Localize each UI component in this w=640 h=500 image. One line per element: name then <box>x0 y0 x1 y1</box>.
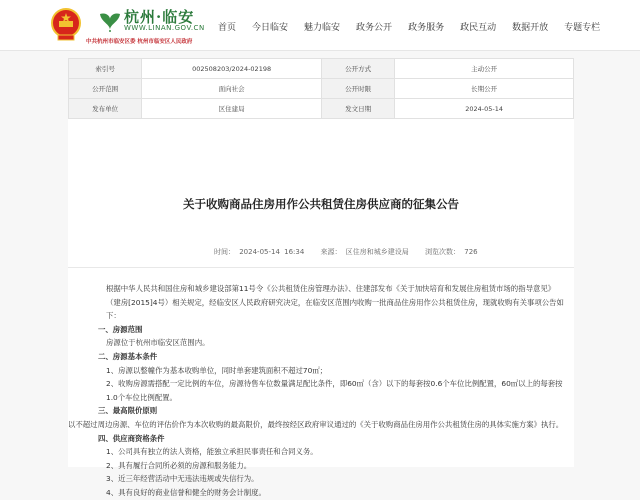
nav-gov-services[interactable]: 政务服务 <box>408 23 445 33</box>
meta-value: 2024-05-14 <box>395 99 574 119</box>
body-paragraph: 2、具有履行合同所必须的房源和服务能力。 <box>106 460 252 470</box>
article-container <box>68 58 574 497</box>
body-paragraph: 1、房源以整幢作为基本收购单位，同时单套建筑面积不超过70㎡； <box>106 365 328 375</box>
meta-value: 长期公开 <box>395 79 574 99</box>
site-org: 中共杭州市临安区委 杭州市临安区人民政府 <box>86 39 193 45</box>
article-meta-table <box>68 58 574 119</box>
meta-key: 索引号 <box>69 59 142 79</box>
article-source: 来源： 区住房和城乡建设局 <box>320 248 409 256</box>
nav-interaction[interactable]: 政民互动 <box>460 23 497 33</box>
body-paragraph: 2、收购房源需搭配一定比例的车位，房源待售车位数量满足配比条件，即60㎡（含）以下的每套按0.6个车位比例配置，60㎡以上的每套按1.0个车位比例配置。 <box>106 379 563 402</box>
body-paragraph: 房源位于杭州市临安区范围内。 <box>106 338 210 348</box>
meta-row <box>69 79 574 99</box>
body-paragraph: 根据中华人民共和国住房和城乡建设部第11号令《公共租赁住房管理办法》、住建部发布《关于加快培育和发展住房租赁市场的指导意见》（建房[2015]4号）相关规定，经临安区人民政府研究决定，在临安区范围内收购一批商品住房用作公共租赁住房，现就收购有关事项公告如下： <box>106 284 564 321</box>
meta-key: 公开范围 <box>69 79 142 99</box>
meta-row <box>69 59 574 79</box>
meta-key: 发文日期 <box>322 99 395 119</box>
article-dateline <box>214 247 490 257</box>
nav-today-linan[interactable]: 今日临安 <box>252 23 289 33</box>
divider <box>68 267 574 268</box>
ginkgo-leaf-icon <box>98 10 122 32</box>
meta-value: 002508203/2024-02198 <box>142 59 322 79</box>
nav-gov-disclosure[interactable]: 政务公开 <box>356 23 393 33</box>
nav-home[interactable]: 首页 <box>218 23 237 33</box>
meta-key: 公开时限 <box>322 79 395 99</box>
nav-special-topics[interactable]: 专题专栏 <box>564 23 601 33</box>
meta-value: 区住建局 <box>142 99 322 119</box>
body-paragraph: 4、具有良好的商业信誉和健全的财务会计制度。 <box>106 487 266 497</box>
section-heading: 四、供应商资格条件 <box>98 433 165 443</box>
site-name[interactable]: 杭州·临安 <box>124 8 195 26</box>
publish-time: 时间： 2024-05-14 16:34 <box>214 248 305 256</box>
body-paragraph: 以不超过周边房源、车位的评估价作为本次收购的最高限价，最终按经区政府审议通过的《关于收购商品住房用作公共租赁住房的具体实施方案》执行。 <box>68 419 564 429</box>
nav-open-data[interactable]: 数据开放 <box>512 23 549 33</box>
meta-row <box>69 99 574 119</box>
site-header <box>0 0 640 51</box>
main-nav <box>218 20 616 34</box>
meta-key: 发布单位 <box>69 99 142 119</box>
view-count: 浏览次数： 726 <box>425 248 478 256</box>
meta-key: 公开方式 <box>322 59 395 79</box>
section-heading: 二、房源基本条件 <box>98 351 158 361</box>
section-heading: 三、最高限价原则 <box>98 406 158 416</box>
meta-value: 面向社会 <box>142 79 322 99</box>
article-title: 关于收购商品住房用作公共租赁住房供应商的征集公告 <box>183 197 459 211</box>
body-paragraph: 3、近三年经营活动中无违法违规或失信行为。 <box>106 474 259 484</box>
national-emblem-icon[interactable] <box>50 7 82 41</box>
nav-charm-linan[interactable]: 魅力临安 <box>304 23 341 33</box>
body-paragraph: 1、公司具有独立的法人资格，能独立承担民事责任和合同义务。 <box>106 447 318 457</box>
meta-value: 主动公开 <box>395 59 574 79</box>
site-url: WWW.LINAN.GOV.CN <box>124 24 205 32</box>
section-heading: 一、房源范围 <box>98 324 143 334</box>
